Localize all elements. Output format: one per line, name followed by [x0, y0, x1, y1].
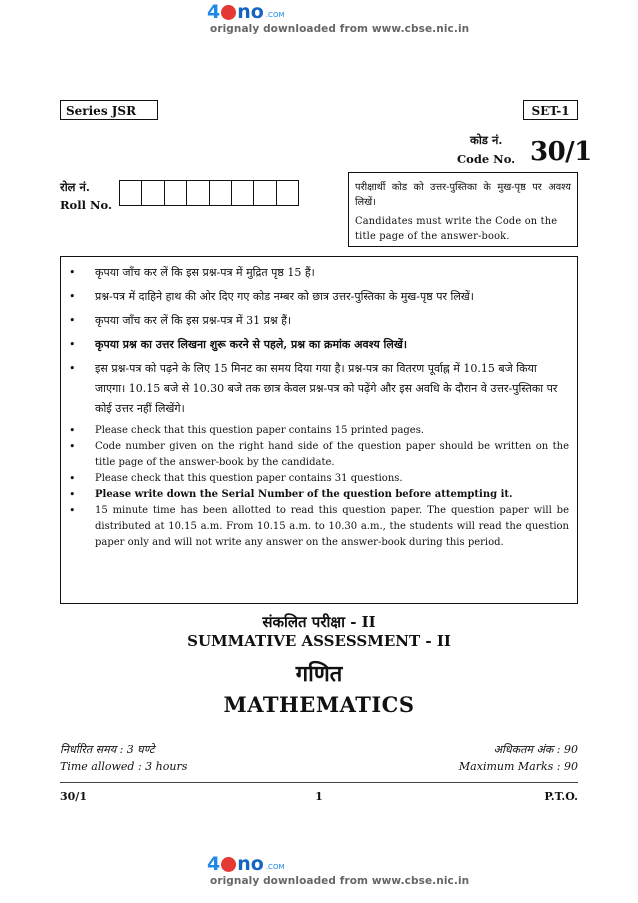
bullet-icon: •: [69, 266, 76, 279]
roll-digit-box[interactable]: [210, 180, 232, 206]
bottom-banner: [0, 852, 638, 894]
instruction-item: [69, 311, 569, 331]
roll-digit-box[interactable]: [254, 180, 276, 206]
bullet-icon: •: [69, 488, 76, 501]
instruction-text: Code number given on the right hand side of the question paper should be written on the title page of the answer-book by the candidate.: [95, 441, 569, 468]
bullet-icon: •: [69, 504, 76, 517]
instruction-item: [69, 423, 569, 439]
bullet-icon: •: [69, 290, 76, 303]
max-marks-hindi: अधिकतम अंक : 90: [493, 743, 578, 756]
bullet-icon: •: [69, 440, 76, 453]
download-source-text: orignaly downloaded from www.cbse.nic.in: [210, 875, 470, 887]
subject-english: MATHEMATICS: [223, 692, 415, 717]
roll-label-hindi: रोल नं.: [60, 180, 90, 194]
roll-digit-box[interactable]: [232, 180, 254, 206]
bullet-icon: •: [69, 362, 76, 375]
instruction-text: कृपया प्रश्न का उत्तर लिखना शुरू करने से पहले, प्रश्न का क्रमांक अवश्य लिखें।: [95, 338, 408, 351]
page-number: 1: [315, 790, 323, 803]
instruction-item: [69, 335, 569, 355]
candidate-note: [348, 172, 578, 247]
footer-code: 30/1: [60, 790, 87, 803]
instruction-text: 15 minute time has been allotted to read this question paper. The question paper will be distributed at 10.15 a.m. From 10.15 a.m. to 10.30 a.m., the students will read the question paper only and will not write any answer on the answer-book during this period.: [95, 505, 569, 548]
bullet-icon: •: [69, 424, 76, 437]
logo-circle-icon: [221, 5, 236, 20]
roll-digit-box[interactable]: [142, 180, 164, 206]
instructions-box: [60, 256, 578, 604]
logo-tld: .COM: [265, 11, 285, 19]
footer-divider: [60, 782, 578, 783]
instruction-text: Please write down the Serial Number of the question before attempting it.: [95, 489, 513, 500]
logo-digit: 4: [207, 1, 221, 23]
candidate-note-hindi: परीक्षार्थी कोड को उत्तर-पुस्तिका के मुख-पृष्ठ पर अवश्य लिखें।: [355, 182, 571, 208]
roll-label-english: Roll No.: [60, 198, 112, 212]
top-banner: [0, 0, 638, 42]
pto-label: P.T.O.: [544, 790, 578, 803]
roll-digit-box[interactable]: [187, 180, 209, 206]
instruction-text: कृपया जाँच कर लें कि इस प्रश्न-पत्र में मुद्रित पृष्ठ 15 हैं।: [95, 266, 315, 279]
candidate-note-english: Candidates must write the Code on the title page of the answer-book.: [355, 216, 558, 242]
time-allowed-english: Time allowed : 3 hours: [60, 760, 188, 773]
time-allowed-hindi: निर्धारित समय : 3 घण्टे: [60, 743, 155, 756]
instruction-text: प्रश्न-पत्र में दाहिने हाथ की ओर दिए गए कोड नम्बर को छात्र उत्तर-पुस्तिका के मुख-पृष्ठ पर लिखें।: [95, 290, 474, 303]
roll-digit-box[interactable]: [165, 180, 187, 206]
exam-title-hindi: संकलित परीक्षा - II: [262, 613, 376, 631]
english-instructions: [69, 423, 569, 551]
bullet-icon: •: [69, 472, 76, 485]
logo-tail: no: [237, 853, 264, 875]
subject-hindi: गणित: [295, 661, 343, 687]
instruction-text: Please check that this question paper contains 15 printed pages.: [95, 425, 425, 436]
set-label: SET-1: [523, 100, 578, 120]
logo-circle-icon: [221, 857, 236, 872]
instruction-item: [69, 471, 569, 487]
bullet-icon: •: [69, 338, 76, 351]
instruction-item: [69, 439, 569, 471]
site-logo-bottom[interactable]: [207, 854, 285, 874]
series-label: Series JSR: [60, 100, 158, 120]
roll-digit-box[interactable]: [120, 180, 142, 206]
instruction-item: [69, 487, 569, 503]
logo-tail: no: [237, 1, 264, 23]
logo-digit: 4: [207, 853, 221, 875]
instruction-text: इस प्रश्न-पत्र को पढ़ने के लिए 15 मिनट का समय दिया गया है। प्रश्न-पत्र का वितरण पूर्वाह्न में 10.15 बजे किया जाएगा। 10.15 बजे से 10.30 बजे तक छात्र केवल प्रश्न-पत्र को पढ़ेंगे और इस अवधि के दौरान वे उत्तर-पुस्तिका पर कोई उत्तर नहीं लिखेंगे।: [95, 362, 558, 415]
instruction-text: Please check that this question paper contains 31 questions.: [95, 473, 403, 484]
roll-digit-box[interactable]: [277, 180, 299, 206]
instruction-item: [69, 503, 569, 551]
instruction-item: [69, 263, 569, 283]
instruction-item: [69, 287, 569, 307]
code-number: 30/1: [530, 137, 592, 167]
instruction-item: [69, 359, 569, 419]
download-source-text: orignaly downloaded from www.cbse.nic.in: [210, 23, 470, 35]
code-label-english: Code No.: [457, 152, 516, 166]
exam-title-english: SUMMATIVE ASSESSMENT - II: [187, 632, 451, 650]
site-logo[interactable]: [207, 2, 285, 22]
hindi-instructions: [69, 263, 569, 419]
max-marks-english: Maximum Marks : 90: [458, 760, 578, 773]
logo-tld: .COM: [265, 863, 285, 871]
instruction-text: कृपया जाँच कर लें कि इस प्रश्न-पत्र में 31 प्रश्न हैं।: [95, 314, 292, 327]
code-label-hindi: कोड नं.: [470, 133, 503, 147]
roll-number-boxes[interactable]: [119, 180, 299, 206]
bullet-icon: •: [69, 314, 76, 327]
